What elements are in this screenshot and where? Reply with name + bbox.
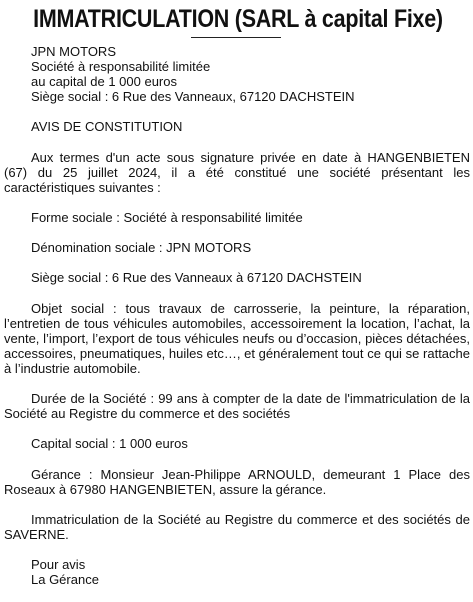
- duree-societe: Durée de la Société : 99 ans à compter de la date de l'immatriculation de la Société au Registre du commerce et des sociétés: [4, 391, 470, 422]
- closing-block: [4, 557, 470, 587]
- company-capital: au capital de 1 000 euros: [31, 74, 177, 90]
- title-underline: [191, 37, 281, 38]
- immatriculation-paragraph: Immatriculation de la Société au Registre du commerce et des sociétés de SAVERNE.: [4, 511, 470, 542]
- acte-paragraph: Aux termes d'un acte sous signature privée en date à HANGENBIETEN (67) du 25 juillet 2024, il a été constitué une société présentant les caractéristiques suivantes :: [4, 149, 470, 195]
- closing-signature: La Gérance: [31, 572, 99, 588]
- company-form: Société à responsabilité limitée: [31, 59, 211, 75]
- notice-title: IMMATRICULATION (SARL à capital Fixe): [33, 5, 443, 33]
- company-address: Siège social : 6 Rue des Vanneaux, 67120 DACHSTEIN: [31, 89, 355, 105]
- avis-heading: AVIS DE CONSTITUTION: [31, 119, 183, 135]
- forme-sociale: Forme sociale : Société à responsabilité limitée: [31, 210, 303, 226]
- gerance: Gérance : Monsieur Jean-Philippe ARNOULD, demeurant 1 Place des Roseaux à 67980 HANGENBIETEN, assure la gérance.: [4, 466, 470, 497]
- objet-social: Objet social : tous travaux de carrosserie, la peinture, la réparation, l’entretien de tous véhicules automobiles, accessoirement la location, l’achat, la vente, l’import, l’export de tous véhicules neufs ou d’occasion, pièces détachées, accessoires, pneumatiques, huiles etc…, et généralement tout ce qui se rattache à l’industrie automobile.: [4, 300, 470, 376]
- siege-social: Siège social : 6 Rue des Vanneaux à 67120 DACHSTEIN: [31, 270, 362, 286]
- denomination-sociale: Dénomination sociale : JPN MOTORS: [31, 240, 252, 256]
- capital-social: Capital social : 1 000 euros: [31, 436, 188, 452]
- closing-pour-avis: Pour avis: [31, 557, 86, 573]
- notice-body: [4, 44, 470, 602]
- company-header-block: [4, 44, 470, 104]
- company-name: JPN MOTORS: [31, 44, 116, 59]
